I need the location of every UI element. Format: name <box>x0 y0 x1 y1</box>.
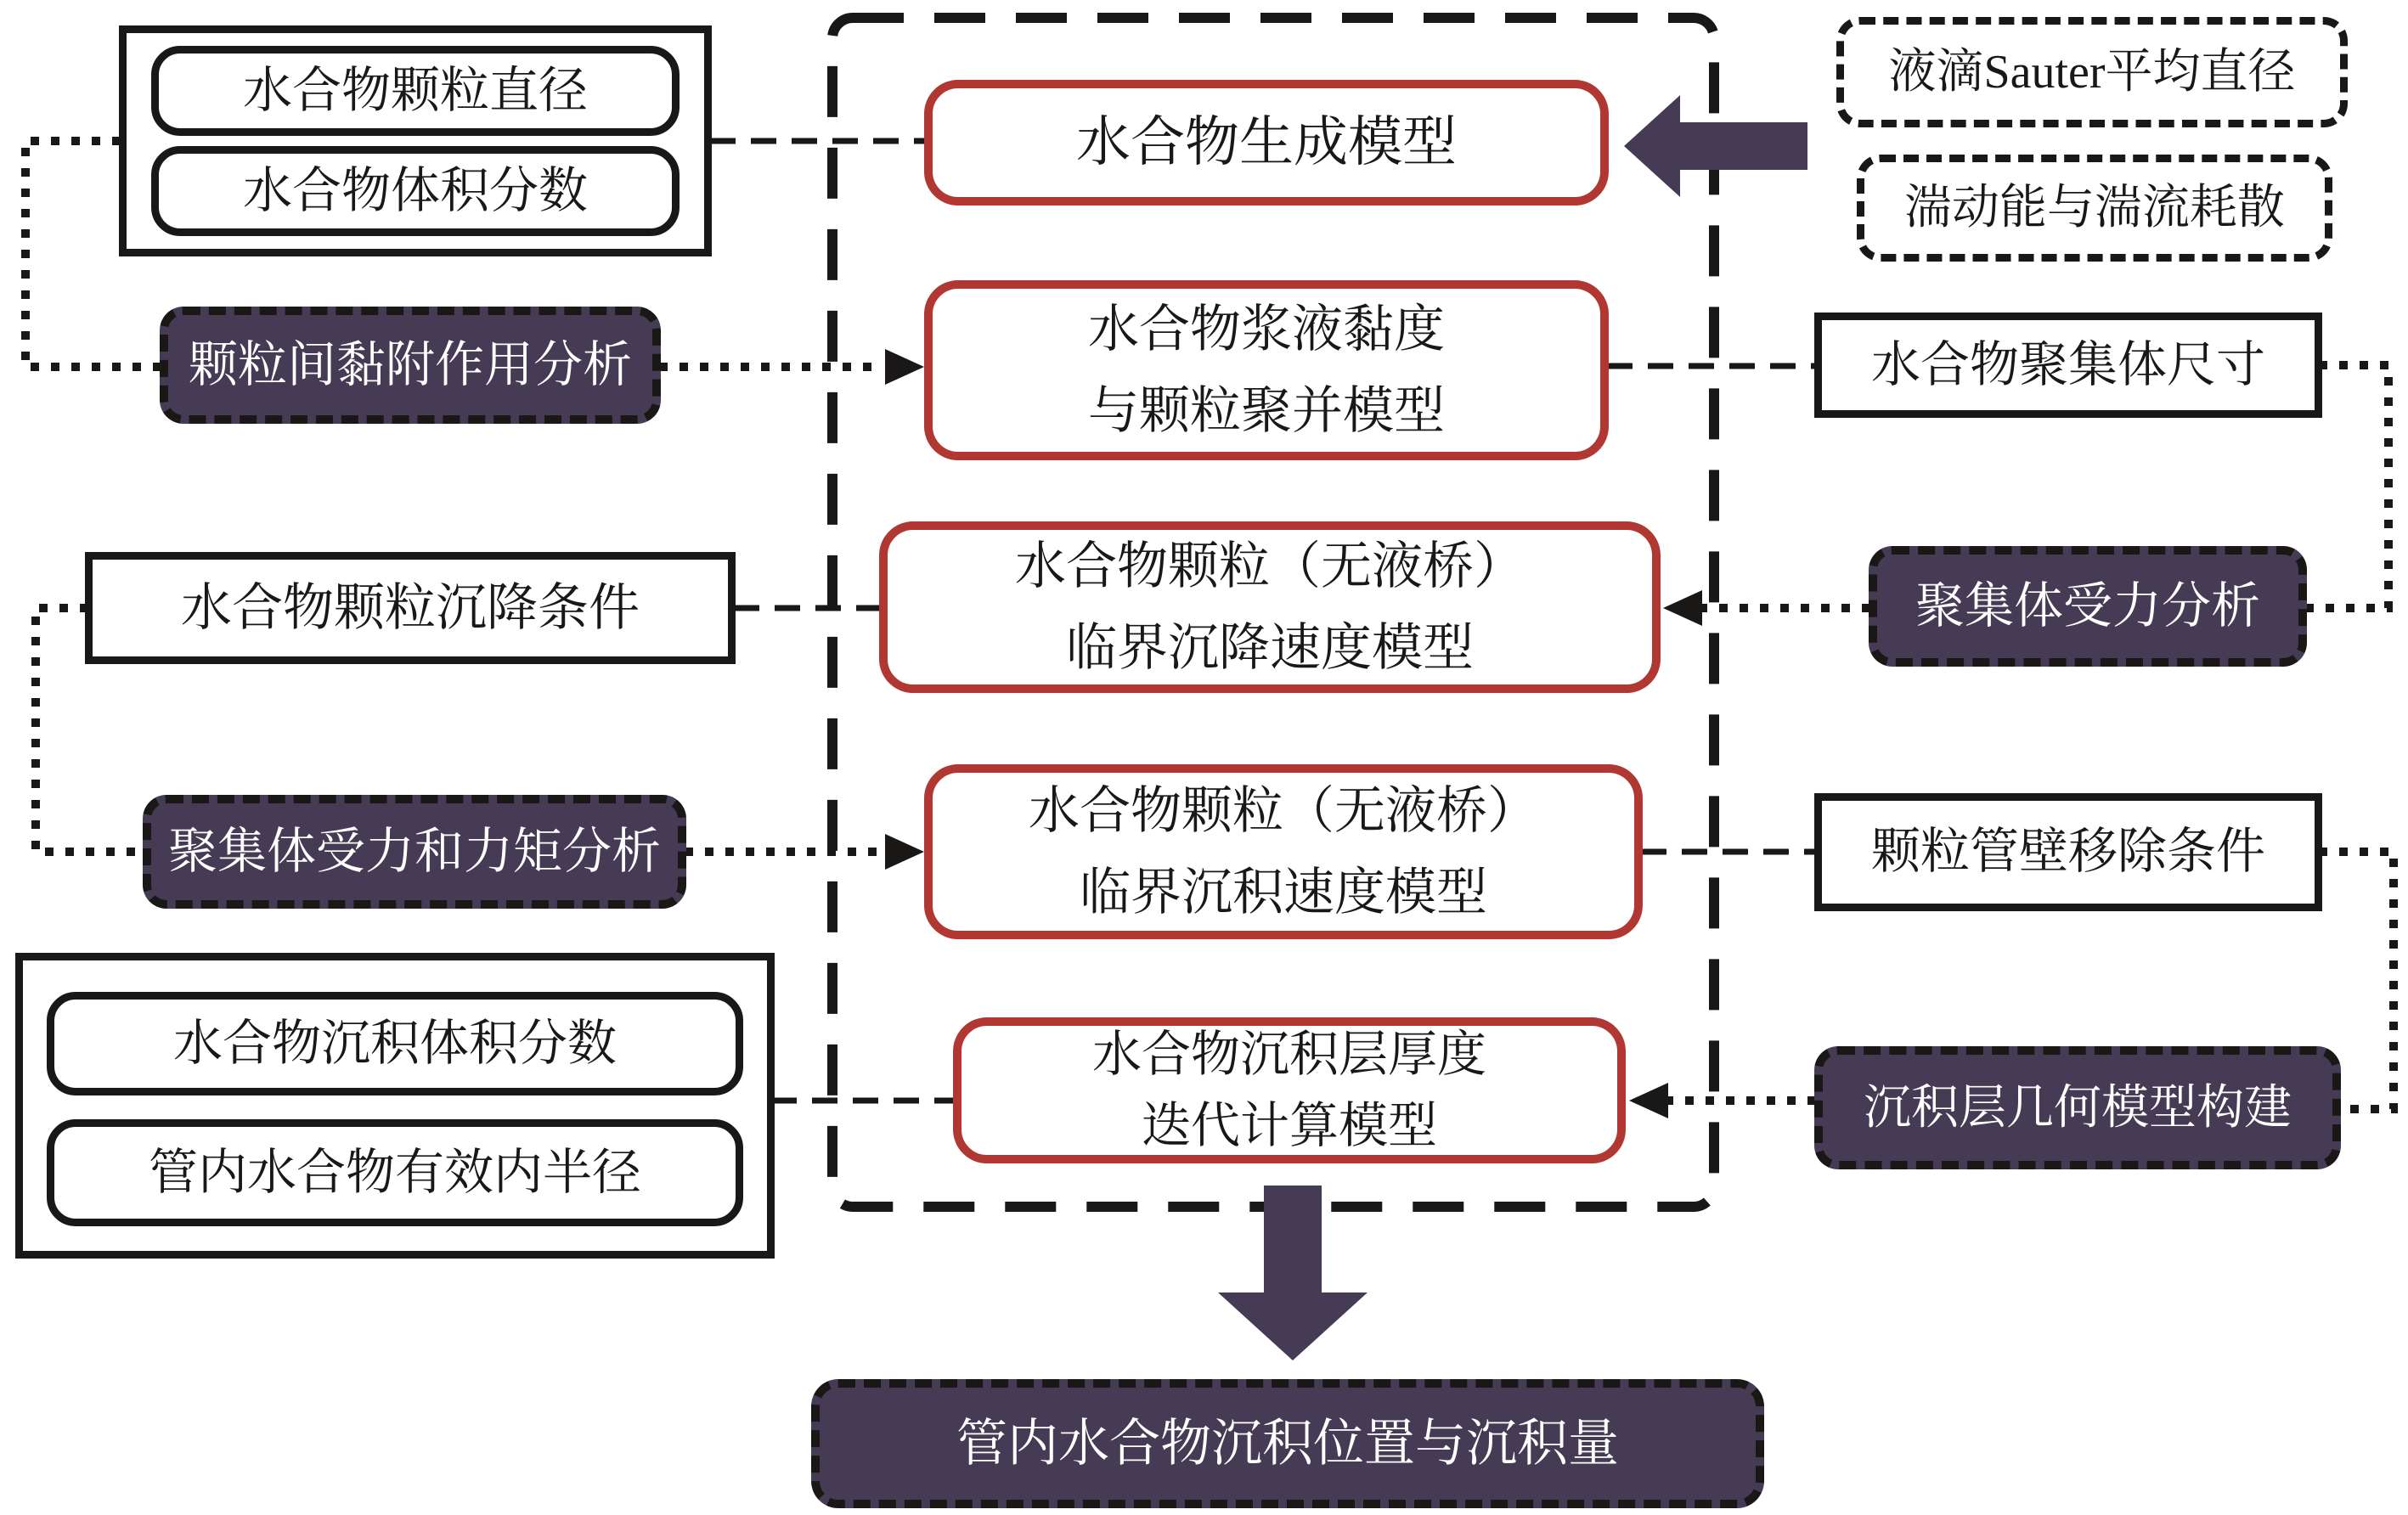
node-hydrate-volume-fraction <box>151 146 680 236</box>
arrowhead-into-settling-model <box>1663 590 1702 626</box>
node-label: 水合物颗粒直径 <box>242 62 588 118</box>
node-deposit-thickness-iteration-model <box>953 1017 1626 1163</box>
node-label-line1: 水合物颗粒（无液桥） <box>1029 783 1538 839</box>
node-final-deposit-location-amount <box>811 1379 1764 1508</box>
node-label: 颗粒间黏附作用分析 <box>188 336 632 392</box>
node-label: 水合物生成模型 <box>1076 112 1457 172</box>
node-critical-deposition-velocity-model <box>924 764 1643 939</box>
node-particle-settling-condition <box>85 552 736 664</box>
node-label: 颗粒管壁移除条件 <box>1870 824 2265 880</box>
node-label-line2: 与颗粒聚并模型 <box>1088 383 1445 439</box>
node-particle-wall-removal-condition <box>1814 793 2322 911</box>
node-label-line2: 迭代计算模型 <box>1141 1098 1437 1153</box>
node-droplet-sauter-mean-diameter <box>1836 17 2348 127</box>
node-label: 水合物体积分数 <box>242 162 588 218</box>
node-label: 水合物沉积体积分数 <box>172 1015 617 1071</box>
node-deposit-geometry-model <box>1814 1046 2341 1169</box>
node-label: 聚集体受力和力矩分析 <box>167 823 661 879</box>
node-label-line1: 水合物浆液黏度 <box>1088 301 1445 358</box>
node-critical-settling-velocity-model <box>879 521 1661 693</box>
node-label: 湍动能与湍流耗散 <box>1904 182 2285 234</box>
node-effective-inner-radius <box>47 1119 743 1226</box>
node-label-line2: 临界沉降速度模型 <box>1066 620 1474 676</box>
node-label: 液滴Sauter平均直径 <box>1888 46 2296 99</box>
node-label-line1: 水合物颗粒（无液桥） <box>1015 538 1525 594</box>
node-label-line2: 临界沉积速度模型 <box>1080 865 1487 921</box>
node-label: 水合物颗粒沉降条件 <box>181 579 640 636</box>
arrowhead-into-thickness-model <box>1629 1083 1668 1118</box>
node-turbulent-energy-dissipation <box>1857 155 2332 262</box>
node-hydrate-particle-diameter <box>151 46 680 136</box>
node-interparticle-adhesion-analysis <box>160 307 661 424</box>
node-slurry-viscosity-coalescence-model <box>924 280 1609 460</box>
node-deposit-volume-fraction <box>47 992 743 1095</box>
arrowhead-into-viscosity-model <box>885 349 924 385</box>
node-label: 聚集体受力分析 <box>1915 577 2260 634</box>
node-label: 水合物聚集体尺寸 <box>1870 336 2265 392</box>
node-label-line1: 水合物沉积层厚度 <box>1091 1027 1486 1082</box>
node-aggregate-force-moment-analysis <box>143 795 686 909</box>
arrowhead-into-deposition-model <box>885 834 924 870</box>
node-hydrate-aggregate-size <box>1814 313 2322 418</box>
node-aggregate-force-analysis <box>1869 546 2307 667</box>
node-label: 管内水合物沉积位置与沉积量 <box>956 1415 1619 1472</box>
node-label: 沉积层几何模型构建 <box>1864 1081 2292 1135</box>
node-label: 管内水合物有效内半径 <box>148 1144 641 1200</box>
node-hydrate-formation-model <box>924 80 1609 206</box>
